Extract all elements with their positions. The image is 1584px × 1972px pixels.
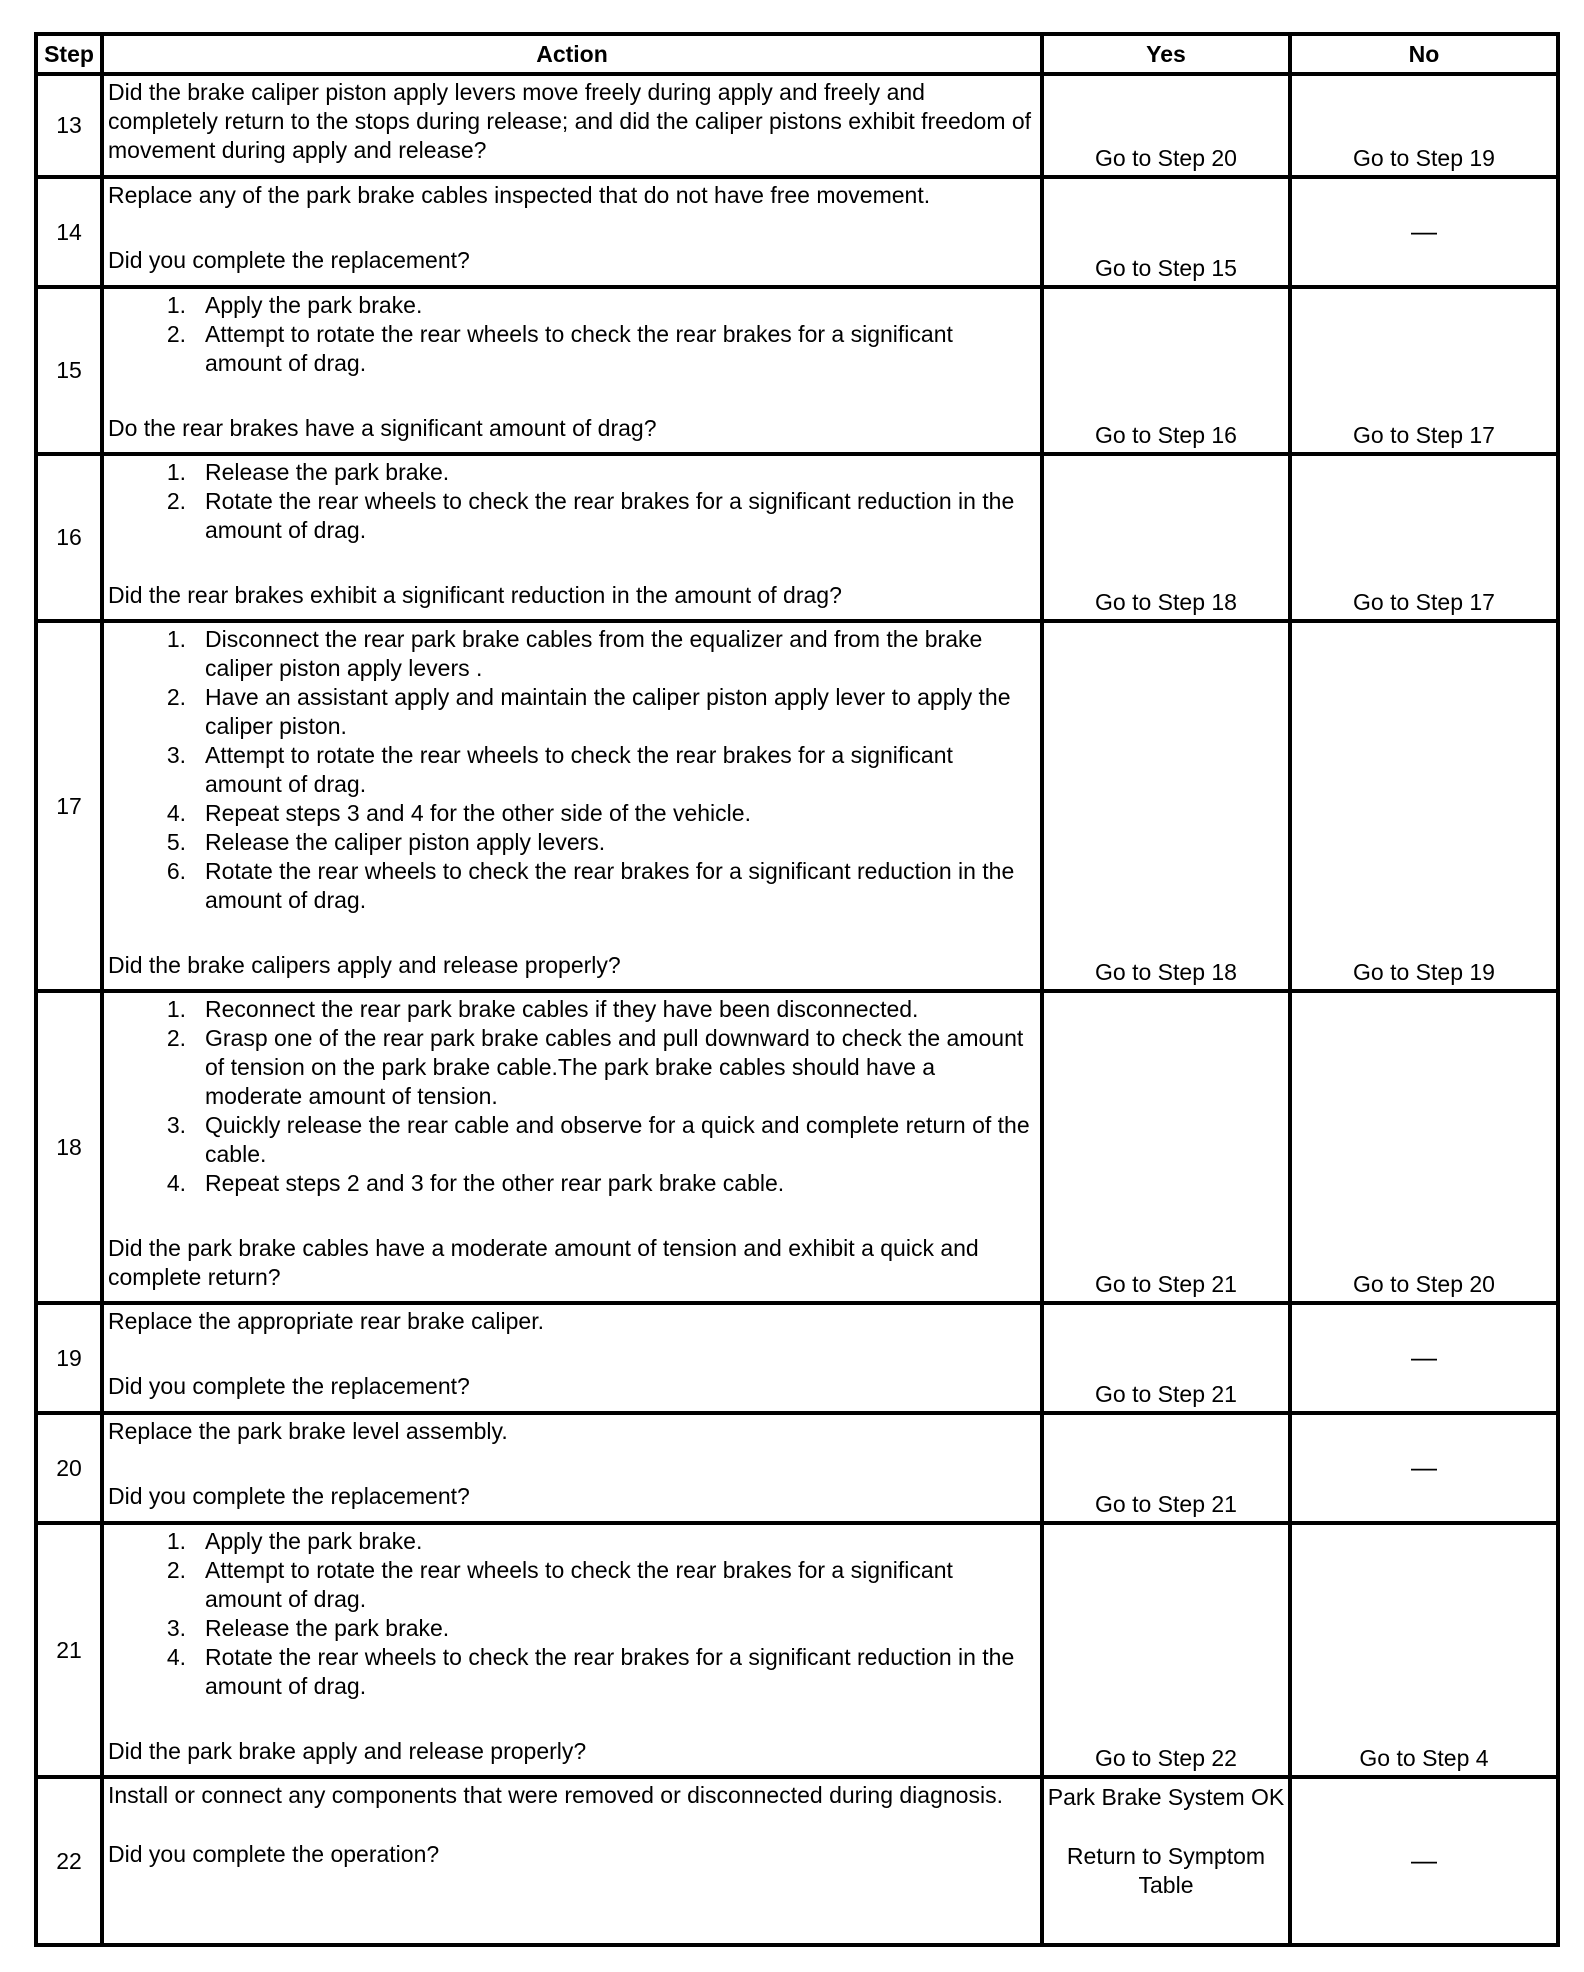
- step-number: 20: [36, 1413, 102, 1523]
- question-text: Did the park brake cables have a moderate amount of tension and exhibit a quick and complete return?: [108, 1235, 979, 1290]
- step-list: [108, 625, 1032, 915]
- step-list: [108, 291, 1032, 378]
- table-row: [36, 1523, 1558, 1777]
- table-row: [36, 991, 1558, 1303]
- action-cell: [102, 287, 1042, 454]
- question-text: Do the rear brakes have a significant amount of drag?: [108, 415, 657, 441]
- yes-return-text: Return to Symptom Table: [1066, 1843, 1266, 1898]
- list-item: 2. Attempt to rotate the rear wheels to check the rear brakes for a significant amount of drag.: [166, 1557, 953, 1612]
- action-cell: [102, 454, 1042, 621]
- no-cell: Go to Step 17: [1290, 454, 1558, 621]
- list-item: 2. Grasp one of the rear park brake cables and pull downward to check the amount of tension on the park brake cable.The park brake cables should have a moderate amount of tension.: [166, 1025, 1024, 1109]
- step-list: [108, 995, 1032, 1198]
- yes-cell: Go to Step 22: [1042, 1523, 1290, 1777]
- list-item: 1. Reconnect the rear park brake cables if they have been disconnected.: [166, 996, 919, 1022]
- list-item: 1. Apply the park brake.: [166, 1528, 423, 1554]
- list-item: 2. Rotate the rear wheels to check the rear brakes for a significant reduction in the amount of drag.: [166, 488, 1015, 543]
- no-cell: Go to Step 20: [1290, 991, 1558, 1303]
- list-item: 1. Apply the park brake.: [166, 292, 423, 318]
- yes-cell: Go to Step 15: [1042, 177, 1290, 287]
- step-number: 13: [36, 74, 102, 177]
- yes-cell: Go to Step 18: [1042, 621, 1290, 991]
- list-item: 1. Disconnect the rear park brake cables from the equalizer and from the brake caliper piston apply levers .: [166, 626, 983, 681]
- action-cell: [102, 74, 1042, 177]
- instruction-text: Install or connect any components that were removed or disconnected during diagnosis.: [108, 1782, 1003, 1808]
- list-item: 4. Repeat steps 2 and 3 for the other rear park brake cable.: [166, 1170, 785, 1196]
- step-number: 15: [36, 287, 102, 454]
- list-item: 3. Attempt to rotate the rear wheels to check the rear brakes for a significant amount of drag.: [166, 742, 953, 797]
- header-no: No: [1290, 34, 1558, 74]
- question-text: Did the brake calipers apply and release properly?: [108, 952, 621, 978]
- yes-cell: Go to Step 20: [1042, 74, 1290, 177]
- list-item: 4. Rotate the rear wheels to check the rear brakes for a significant reduction in the amount of drag.: [166, 1644, 1015, 1699]
- no-cell: —: [1290, 177, 1558, 287]
- action-cell: [102, 177, 1042, 287]
- list-item: 3. Release the park brake.: [166, 1615, 450, 1641]
- step-number: 18: [36, 991, 102, 1303]
- table-row: [36, 287, 1558, 454]
- step-number: 21: [36, 1523, 102, 1777]
- list-item: 2. Have an assistant apply and maintain the caliper piston apply lever to apply the caliper piston.: [166, 684, 1011, 739]
- header-step: Step: [36, 34, 102, 74]
- table-row: [36, 1777, 1558, 1945]
- question-text: Did you complete the replacement?: [108, 247, 470, 273]
- table-row: [36, 1303, 1558, 1413]
- step-number: 17: [36, 621, 102, 991]
- question-text: Did you complete the replacement?: [108, 1373, 470, 1399]
- action-cell: [102, 1413, 1042, 1523]
- header-action: Action: [102, 34, 1042, 74]
- step-number: 16: [36, 454, 102, 621]
- yes-cell: Go to Step 16: [1042, 287, 1290, 454]
- instruction-text: Replace the appropriate rear brake caliper.: [108, 1308, 544, 1334]
- action-cell: [102, 991, 1042, 1303]
- yes-cell: Go to Step 21: [1042, 991, 1290, 1303]
- no-cell: Go to Step 4: [1290, 1523, 1558, 1777]
- yes-result-text: Park Brake System OK: [1047, 1784, 1285, 1810]
- no-cell: —: [1290, 1777, 1558, 1945]
- question-text: Did the park brake apply and release properly?: [108, 1738, 587, 1764]
- step-list: [108, 458, 1032, 545]
- diagnostic-table: [34, 32, 1560, 1947]
- header-yes: Yes: [1042, 34, 1290, 74]
- list-item: 4. Repeat steps 3 and 4 for the other side of the vehicle.: [166, 800, 751, 826]
- question-text: Did the brake caliper piston apply levers move freely during apply and freely and completely return to the stops during release; and did the caliper pistons exhibit freedom of movement during apply and release?: [108, 79, 1032, 163]
- step-number: 22: [36, 1777, 102, 1945]
- no-cell: —: [1290, 1303, 1558, 1413]
- action-cell: [102, 621, 1042, 991]
- list-item: 3. Quickly release the rear cable and observe for a quick and complete return of the cable.: [166, 1112, 1030, 1167]
- table-row: [36, 74, 1558, 177]
- step-list: [108, 1527, 1032, 1701]
- table-header-row: [36, 34, 1558, 74]
- table-row: [36, 177, 1558, 287]
- no-cell: Go to Step 17: [1290, 287, 1558, 454]
- list-item: 5. Release the caliper piston apply levers.: [166, 829, 606, 855]
- action-cell: [102, 1777, 1042, 1945]
- yes-cell: [1042, 1777, 1290, 1945]
- no-cell: Go to Step 19: [1290, 74, 1558, 177]
- instruction-text: Replace any of the park brake cables inspected that do not have free movement.: [108, 182, 931, 208]
- yes-cell: Go to Step 18: [1042, 454, 1290, 621]
- table-row: [36, 1413, 1558, 1523]
- action-cell: [102, 1303, 1042, 1413]
- table-row: [36, 454, 1558, 621]
- list-item: 2. Attempt to rotate the rear wheels to check the rear brakes for a significant amount of drag.: [166, 321, 953, 376]
- list-item: 6. Rotate the rear wheels to check the rear brakes for a significant reduction in the amount of drag.: [166, 858, 1015, 913]
- action-cell: [102, 1523, 1042, 1777]
- list-item: 1. Release the park brake.: [166, 459, 450, 485]
- step-number: 19: [36, 1303, 102, 1413]
- step-number: 14: [36, 177, 102, 287]
- no-cell: —: [1290, 1413, 1558, 1523]
- yes-cell: Go to Step 21: [1042, 1413, 1290, 1523]
- question-text: Did you complete the operation?: [108, 1841, 440, 1867]
- instruction-text: Replace the park brake level assembly.: [108, 1418, 508, 1444]
- question-text: Did the rear brakes exhibit a significant reduction in the amount of drag?: [108, 582, 842, 608]
- question-text: Did you complete the replacement?: [108, 1483, 470, 1509]
- yes-cell: Go to Step 21: [1042, 1303, 1290, 1413]
- table-row: [36, 621, 1558, 991]
- no-cell: Go to Step 19: [1290, 621, 1558, 991]
